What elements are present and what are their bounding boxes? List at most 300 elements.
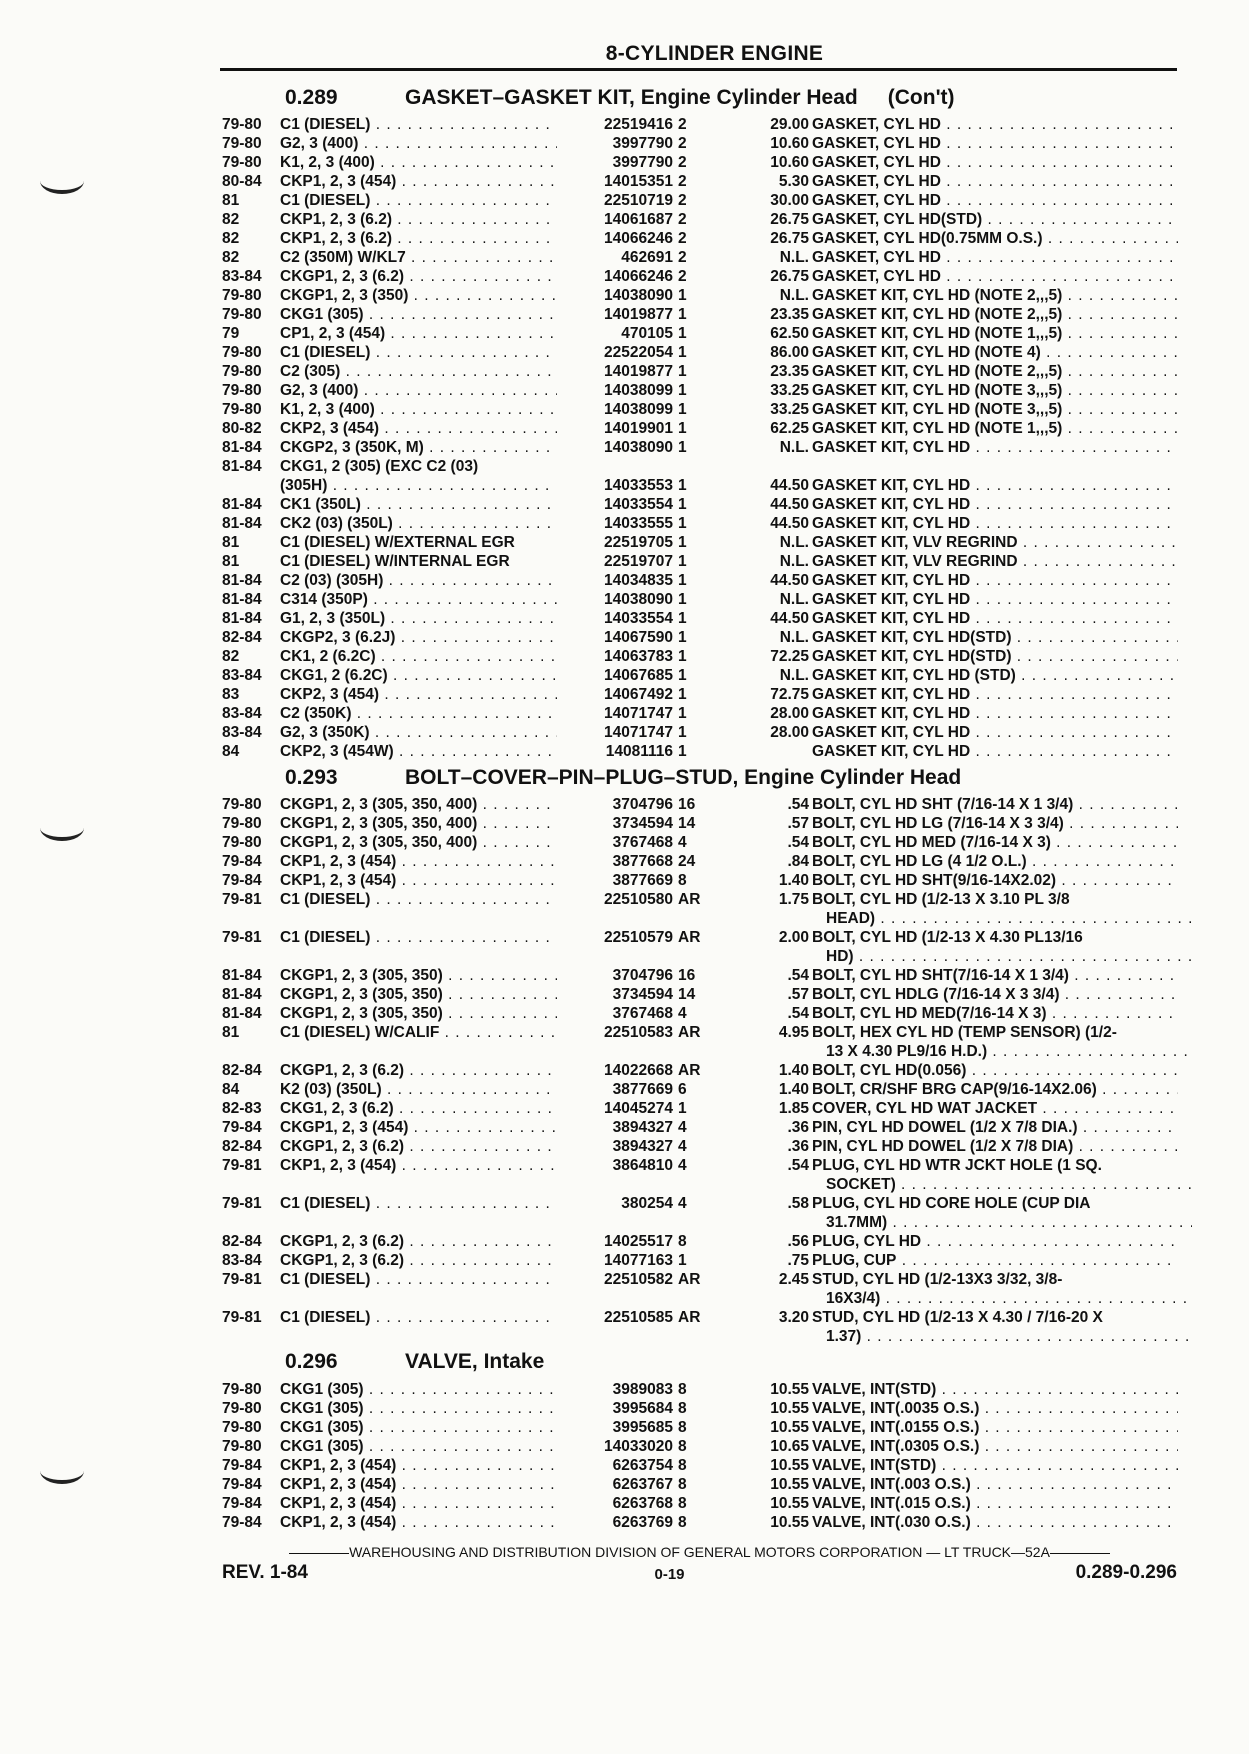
table-row	[222, 1119, 1177, 1138]
table-row	[222, 1271, 1177, 1290]
quantity: 1	[678, 724, 687, 741]
part-number: 14038090	[557, 591, 673, 609]
model-year: 79-80	[222, 796, 262, 813]
price: 29.00	[770, 116, 809, 133]
model-year: 79-81	[222, 1309, 262, 1326]
description: GASKET KIT, CYL HD(STD) . . .	[812, 648, 1178, 666]
application: CKP2, 3 (454) . . .	[280, 420, 580, 438]
part-number: 462691	[557, 249, 673, 267]
description: BOLT, CYL HD MED (7/16-14 X 3) . . .	[812, 834, 1178, 852]
description: PLUG, CUP . . .	[812, 1252, 1178, 1270]
model-year: 79-80	[222, 1419, 262, 1436]
model-year: 82-84	[222, 629, 262, 646]
description: STUD, CYL HD (1/2-13 X 4.30 / 7/16-20 X	[812, 1309, 1103, 1326]
description: HD) . . .	[812, 948, 1192, 966]
model-year: 79-80	[222, 306, 262, 323]
part-number: 22519705	[557, 534, 673, 552]
table-row	[222, 1309, 1177, 1328]
description: VALVE, INT(STD) . . .	[812, 1381, 1178, 1399]
application: CKP1, 2, 3 (454) . . .	[280, 853, 580, 871]
price: 10.55	[770, 1476, 809, 1493]
application: CKGP1, 2, 3 (6.2) . . .	[280, 1138, 580, 1156]
quantity: 2	[678, 249, 687, 266]
price: .56	[787, 1233, 809, 1250]
parts-table-0293	[222, 796, 1177, 1347]
model-year: 83-84	[222, 724, 262, 741]
description: GASKET KIT, CYL HD . . .	[812, 439, 1178, 457]
quantity: 8	[678, 1400, 687, 1417]
model-year: 79-80	[222, 834, 262, 851]
description: 16X3/4) . . .	[812, 1290, 1192, 1308]
part-number: 14066246	[557, 230, 673, 248]
price: .36	[787, 1119, 809, 1136]
part-number: 14022668	[557, 1062, 673, 1080]
part-number: 22510579	[557, 929, 673, 947]
part-number: 22510719	[557, 192, 673, 210]
quantity: 14	[678, 815, 696, 832]
description: GASKET, CYL HD . . .	[812, 268, 1178, 286]
table-row	[222, 1514, 1177, 1533]
model-year: 81-84	[222, 591, 262, 608]
description: GASKET KIT, CYL HD (NOTE 3,,,5) . . .	[812, 401, 1178, 419]
model-year: 82	[222, 648, 240, 665]
part-number: 14071747	[557, 705, 673, 723]
application: CKGP1, 2, 3 (305, 350) . . .	[280, 986, 580, 1004]
description: HEAD) . . .	[812, 910, 1192, 928]
description: BOLT, CR/SHF BRG CAP(9/16-14X2.06) . . .	[812, 1081, 1178, 1099]
price: 72.75	[770, 686, 809, 703]
table-row	[222, 591, 1177, 610]
description: PLUG, CYL HD WTR JCKT HOLE (1 SQ.	[812, 1157, 1102, 1174]
description: VALVE, INT(.0305 O.S.) . . .	[812, 1438, 1178, 1456]
part-number: 14067590	[557, 629, 673, 647]
application: CKP2, 3 (454W) . . .	[280, 743, 580, 761]
quantity: 4	[678, 1138, 687, 1155]
model-year: 81	[222, 534, 240, 551]
table-row	[222, 667, 1177, 686]
part-number: 6263754	[557, 1457, 673, 1475]
price: 86.00	[770, 344, 809, 361]
table-row	[222, 135, 1177, 154]
application: C1 (DIESEL) . . .	[280, 1309, 580, 1327]
part-number: 14061687	[557, 211, 673, 229]
part-number: 14033555	[557, 515, 673, 533]
description: BOLT, CYL HD LG (4 1/2 O.L.) . . .	[812, 853, 1178, 871]
application: C314 (350P) . . .	[280, 591, 580, 609]
table-row	[222, 325, 1177, 344]
footer-division-text: WAREHOUSING AND DISTRIBUTION DIVISION OF GENERAL MOTORS CORPORATION — LT TRUCK—52A	[349, 1544, 1050, 1560]
model-year: 79-84	[222, 1495, 262, 1512]
part-number: 3734594	[557, 815, 673, 833]
application: CKGP1, 2, 3 (6.2) . . .	[280, 1062, 580, 1080]
quantity: 4	[678, 1005, 687, 1022]
table-row	[222, 986, 1177, 1005]
price: 2.45	[778, 1271, 809, 1288]
model-year: 79-84	[222, 1119, 262, 1136]
application: (305H) . . .	[280, 477, 580, 495]
model-year: 81	[222, 553, 240, 570]
part-number: 14066246	[557, 268, 673, 286]
table-row	[222, 458, 1177, 477]
part-number: 3767468	[557, 834, 673, 852]
application: C1 (DIESEL) W/INTERNAL EGR	[280, 553, 510, 570]
section-heading	[285, 766, 961, 790]
description: VALVE, INT(.015 O.S.) . . .	[812, 1495, 1178, 1513]
part-number: 14067492	[557, 686, 673, 704]
description: GASKET KIT, CYL HD . . .	[812, 572, 1178, 590]
application: CKG1, 2, 3 (6.2) . . .	[280, 1100, 580, 1118]
quantity: 4	[678, 1157, 687, 1174]
model-year: 81-84	[222, 572, 262, 589]
quantity: 4	[678, 1195, 687, 1212]
model-year: 79-84	[222, 1476, 262, 1493]
description: GASKET KIT, CYL HD . . .	[812, 705, 1178, 723]
description: 31.7MM) . . .	[812, 1214, 1192, 1232]
description: PLUG, CYL HD . . .	[812, 1233, 1178, 1251]
table-row	[222, 910, 1177, 929]
application: CKP1, 2, 3 (454) . . .	[280, 872, 580, 890]
application: C2 (305) . . .	[280, 363, 580, 381]
description: BOLT, CYL HD (1/2-13 X 4.30 PL13/16	[812, 929, 1083, 946]
price: N.L.	[779, 439, 809, 456]
model-year: 79-80	[222, 344, 262, 361]
price: 1.85	[778, 1100, 809, 1117]
price: N.L.	[779, 249, 809, 266]
quantity: 2	[678, 211, 687, 228]
quantity: 1	[678, 420, 687, 437]
model-year: 79-80	[222, 287, 262, 304]
part-number: 3734594	[557, 986, 673, 1004]
price: 62.50	[770, 325, 809, 342]
quantity: 8	[678, 1457, 687, 1474]
description: BOLT, CYL HD SHT (7/16-14 X 1 3/4) . . .	[812, 796, 1178, 814]
part-number: 22519707	[557, 553, 673, 571]
description: GASKET, CYL HD . . .	[812, 192, 1178, 210]
quantity: 2	[678, 135, 687, 152]
model-year: 82-84	[222, 1138, 262, 1155]
model-year: 79-84	[222, 853, 262, 870]
section-code: 0.293	[285, 766, 338, 789]
model-year: 79	[222, 325, 240, 342]
model-year: 82-83	[222, 1100, 262, 1117]
part-number: 3864810	[557, 1157, 673, 1175]
part-number: 22510580	[557, 891, 673, 909]
binder-hole-mark	[40, 815, 84, 841]
table-row	[222, 1043, 1177, 1062]
application: CKGP1, 2, 3 (6.2) . . .	[280, 1252, 580, 1270]
part-number: 3997790	[557, 135, 673, 153]
table-row	[222, 1195, 1177, 1214]
table-row	[222, 1062, 1177, 1081]
quantity: 1	[678, 496, 687, 513]
model-year: 79-81	[222, 1271, 262, 1288]
price: .58	[787, 1195, 809, 1212]
price: N.L.	[779, 667, 809, 684]
application: CKGP1, 2, 3 (305, 350, 400) . . .	[280, 815, 580, 833]
model-year: 81-84	[222, 458, 262, 475]
part-number: 14081116	[557, 743, 673, 761]
model-year: 79-80	[222, 1438, 262, 1455]
quantity: 1	[678, 325, 687, 342]
table-row	[222, 1005, 1177, 1024]
model-year: 79-80	[222, 135, 262, 152]
application: CKGP1, 2, 3 (305, 350, 400) . . .	[280, 834, 580, 852]
quantity: 1	[678, 610, 687, 627]
model-year: 81-84	[222, 610, 262, 627]
description: BOLT, CYL HD LG (7/16-14 X 3 3/4) . . .	[812, 815, 1178, 833]
price: N.L.	[779, 553, 809, 570]
part-number: 14038090	[557, 287, 673, 305]
quantity: 1	[678, 515, 687, 532]
price: 4.95	[778, 1024, 809, 1041]
model-year: 82	[222, 211, 240, 228]
quantity: 2	[678, 116, 687, 133]
description: STUD, CYL HD (1/2-13X3 3/32, 3/8-	[812, 1271, 1063, 1288]
model-year: 79-80	[222, 382, 262, 399]
price: 2.00	[778, 929, 809, 946]
model-year: 80-84	[222, 173, 262, 190]
application: CKP1, 2, 3 (6.2) . . .	[280, 230, 580, 248]
section-heading	[285, 86, 955, 110]
model-year: 84	[222, 743, 240, 760]
quantity: 1	[678, 553, 687, 570]
model-year: 84	[222, 1081, 240, 1098]
table-row	[222, 154, 1177, 173]
quantity: 4	[678, 1119, 687, 1136]
quantity: 1	[678, 686, 687, 703]
part-number: 14038090	[557, 439, 673, 457]
description: GASKET KIT, VLV REGRIND . . .	[812, 534, 1178, 552]
price: 3.20	[778, 1309, 809, 1326]
application: CKG1, 2 (305) (EXC C2 (03)	[280, 458, 479, 475]
model-year: 83-84	[222, 705, 262, 722]
application: CKGP1, 2, 3 (6.2) . . .	[280, 1233, 580, 1251]
description: GASKET KIT, CYL HD (STD) . . .	[812, 667, 1178, 685]
description: GASKET KIT, VLV REGRIND . . .	[812, 553, 1178, 571]
part-number: 14015351	[557, 173, 673, 191]
model-year: 79-80	[222, 815, 262, 832]
quantity: 2	[678, 192, 687, 209]
part-number: 14033553	[557, 477, 673, 495]
model-year: 79-80	[222, 363, 262, 380]
part-number: 3877669	[557, 872, 673, 890]
description: GASKET KIT, CYL HD . . .	[812, 477, 1178, 495]
quantity: 1	[678, 667, 687, 684]
part-number: 14033020	[557, 1438, 673, 1456]
description: GASKET KIT, CYL HD . . .	[812, 515, 1178, 533]
description: GASKET KIT, CYL HD . . .	[812, 496, 1178, 514]
table-row	[222, 1138, 1177, 1157]
quantity: 2	[678, 173, 687, 190]
application: C1 (DIESEL) W/CALIF . . .	[280, 1024, 580, 1042]
quantity: 4	[678, 834, 687, 851]
part-number: 3704796	[557, 796, 673, 814]
table-row	[222, 515, 1177, 534]
application: C1 (DIESEL) . . .	[280, 192, 580, 210]
application: CKP1, 2, 3 (6.2) . . .	[280, 211, 580, 229]
part-number: 6263768	[557, 1495, 673, 1513]
model-year: 81-84	[222, 967, 262, 984]
quantity: 2	[678, 154, 687, 171]
application: CKP1, 2, 3 (454) . . .	[280, 1457, 580, 1475]
table-row	[222, 1233, 1177, 1252]
table-row	[222, 572, 1177, 591]
application: C2 (350M) W/KL7 . . .	[280, 249, 580, 267]
table-row	[222, 382, 1177, 401]
table-row	[222, 401, 1177, 420]
quantity: 1	[678, 477, 687, 494]
application: CKG1 (305) . . .	[280, 306, 580, 324]
quantity: AR	[678, 1271, 701, 1288]
description: GASKET KIT, CYL HD . . .	[812, 724, 1178, 742]
price: 1.40	[778, 1062, 809, 1079]
part-number: 14038099	[557, 382, 673, 400]
table-row	[222, 534, 1177, 553]
price: N.L.	[779, 591, 809, 608]
table-row	[222, 1495, 1177, 1514]
part-number: 14019877	[557, 363, 673, 381]
price: .54	[787, 967, 809, 984]
quantity: 1	[678, 648, 687, 665]
price: 62.25	[770, 420, 809, 437]
description: BOLT, CYL HD (1/2-13 X 3.10 PL 3/8	[812, 891, 1070, 908]
application: C2 (350K) . . .	[280, 705, 580, 723]
table-row	[222, 796, 1177, 815]
part-number: 22519416	[557, 116, 673, 134]
model-year: 81	[222, 192, 240, 209]
application: CKGP1, 2, 3 (350) . . .	[280, 287, 580, 305]
model-year: 81	[222, 1024, 240, 1041]
part-number: 3704796	[557, 967, 673, 985]
price: .54	[787, 1005, 809, 1022]
price: 26.75	[770, 211, 809, 228]
part-number: 3877669	[557, 1081, 673, 1099]
table-row	[222, 834, 1177, 853]
quantity: 1	[678, 743, 687, 760]
part-number: 3997790	[557, 154, 673, 172]
application: CK1 (350L) . . .	[280, 496, 580, 514]
quantity: 1	[678, 306, 687, 323]
model-year: 83-84	[222, 1252, 262, 1269]
price: N.L.	[779, 534, 809, 551]
description: VALVE, INT(.0155 O.S.) . . .	[812, 1419, 1178, 1437]
model-year: 83	[222, 686, 240, 703]
quantity: 1	[678, 439, 687, 456]
model-year: 82-84	[222, 1233, 262, 1250]
model-year: 79-84	[222, 1514, 262, 1531]
description: GASKET, CYL HD(0.75MM O.S.) . . .	[812, 230, 1178, 248]
table-row	[222, 306, 1177, 325]
description: COVER, CYL HD WAT JACKET . . .	[812, 1100, 1178, 1118]
price: 33.25	[770, 382, 809, 399]
table-row	[222, 929, 1177, 948]
quantity: AR	[678, 891, 701, 908]
description: GASKET KIT, CYL HD (NOTE 1,,,5) . . .	[812, 420, 1178, 438]
application: CKG1 (305) . . .	[280, 1381, 580, 1399]
part-number: 3877668	[557, 853, 673, 871]
section-code: 0.296	[285, 1350, 338, 1373]
part-number: 3767468	[557, 1005, 673, 1023]
table-row	[222, 1157, 1177, 1176]
model-year: 82	[222, 249, 240, 266]
part-number: 6263767	[557, 1476, 673, 1494]
description: VALVE, INT(STD) . . .	[812, 1457, 1178, 1475]
description: VALVE, INT(.003 O.S.) . . .	[812, 1476, 1178, 1494]
table-row	[222, 1024, 1177, 1043]
price: .54	[787, 796, 809, 813]
part-number: 14071747	[557, 724, 673, 742]
section-title: VALVE, Intake	[405, 1350, 545, 1373]
table-row	[222, 948, 1177, 967]
application: CKGP1, 2, 3 (305, 350, 400) . . .	[280, 796, 580, 814]
part-number: 3989083	[557, 1381, 673, 1399]
model-year: 79-80	[222, 401, 262, 418]
section-title: GASKET–GASKET KIT, Engine Cylinder Head	[405, 86, 858, 109]
application: CKGP2, 3 (350K, M) . . .	[280, 439, 580, 457]
quantity: AR	[678, 1062, 701, 1079]
application: G2, 3 (400) . . .	[280, 382, 580, 400]
table-row	[222, 1081, 1177, 1100]
table-row	[222, 1400, 1177, 1419]
price: 10.55	[770, 1381, 809, 1398]
application: C1 (DIESEL) . . .	[280, 929, 580, 947]
price: 1.40	[778, 1081, 809, 1098]
application: C2 (03) (305H) . . .	[280, 572, 580, 590]
description: GASKET KIT, CYL HD (NOTE 2,,,5) . . .	[812, 306, 1178, 324]
quantity: 24	[678, 853, 696, 870]
model-year: 83-84	[222, 667, 262, 684]
page-title: 8-CYLINDER ENGINE	[605, 42, 824, 65]
table-row	[222, 1328, 1177, 1347]
model-year: 81-84	[222, 515, 262, 532]
section-heading	[285, 1350, 544, 1374]
quantity: 1	[678, 382, 687, 399]
price: 10.55	[770, 1400, 809, 1417]
table-row	[222, 230, 1177, 249]
price: 44.50	[770, 572, 809, 589]
top-rule	[220, 68, 1177, 71]
application: G2, 3 (400) . . .	[280, 135, 580, 153]
table-row	[222, 629, 1177, 648]
application: C1 (DIESEL) . . .	[280, 891, 580, 909]
price: 10.55	[770, 1514, 809, 1531]
model-year: 79-81	[222, 1157, 262, 1174]
application: CKP1, 2, 3 (454) . . .	[280, 1157, 580, 1175]
description: GASKET KIT, CYL HD (NOTE 4) . . .	[812, 344, 1178, 362]
part-number: 14034835	[557, 572, 673, 590]
table-row	[222, 686, 1177, 705]
table-row	[222, 496, 1177, 515]
model-year: 79-81	[222, 891, 262, 908]
quantity: 8	[678, 1476, 687, 1493]
application: K1, 2, 3 (400) . . .	[280, 154, 580, 172]
price: .57	[787, 986, 809, 1003]
table-row	[222, 1419, 1177, 1438]
application: C1 (DIESEL) . . .	[280, 116, 580, 134]
section-code: 0.289	[285, 86, 338, 109]
description: SOCKET) . . .	[812, 1176, 1192, 1194]
part-number: 3995684	[557, 1400, 673, 1418]
part-number: 22510585	[557, 1309, 673, 1327]
part-number: 14038099	[557, 401, 673, 419]
description: GASKET KIT, CYL HD (NOTE 3,,,5) . . .	[812, 382, 1178, 400]
table-row	[222, 1457, 1177, 1476]
table-row	[222, 1438, 1177, 1457]
application: C1 (DIESEL) . . .	[280, 1271, 580, 1289]
part-number: 14077163	[557, 1252, 673, 1270]
description: GASKET KIT, CYL HD . . .	[812, 591, 1178, 609]
price: 10.65	[770, 1438, 809, 1455]
